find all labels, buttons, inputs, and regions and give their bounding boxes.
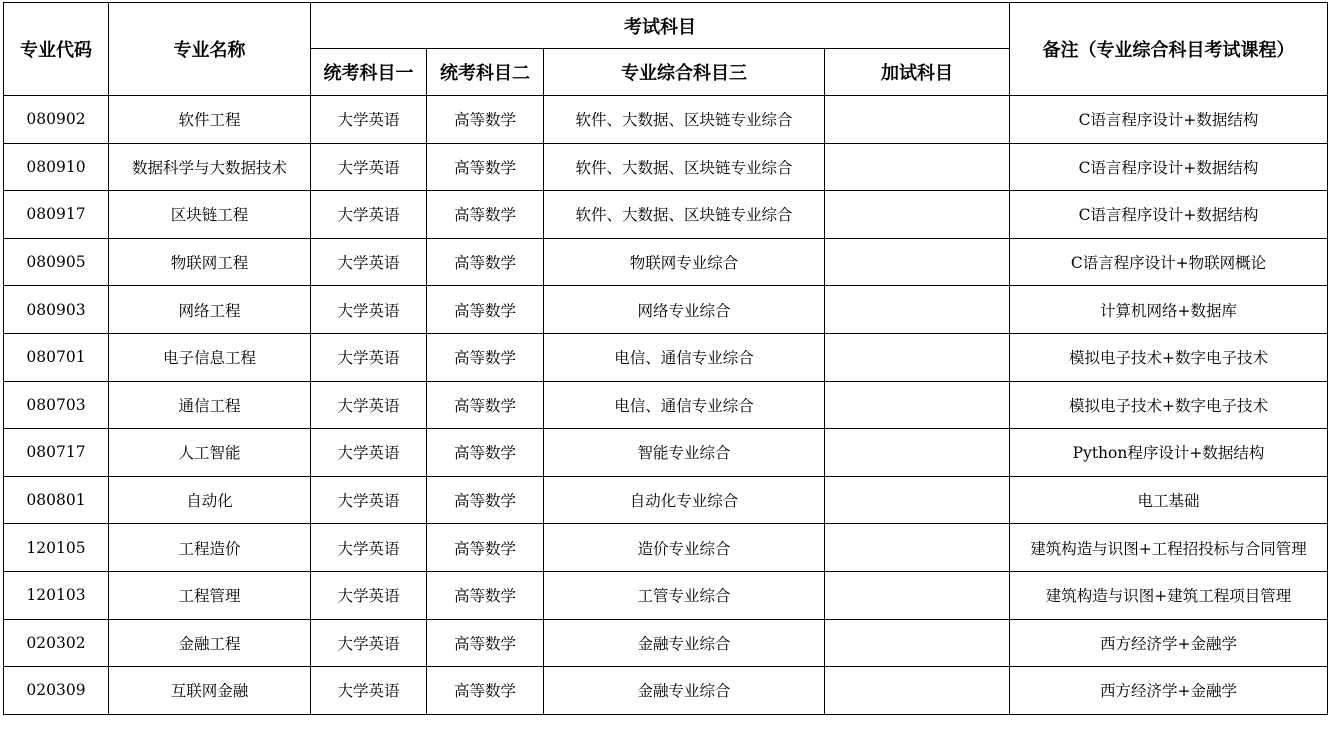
cell-subject-three: 电信、通信专业综合 <box>544 333 825 381</box>
cell-subject-one: 大学英语 <box>311 429 427 477</box>
cell-remark: C语言程序设计+数据结构 <box>1010 143 1328 191</box>
cell-subject-three: 智能专业综合 <box>544 429 825 477</box>
cell-subject-three: 造价专业综合 <box>544 524 825 572</box>
cell-subject-one: 大学英语 <box>311 476 427 524</box>
cell-extra-subject <box>825 667 1010 715</box>
cell-subject-one: 大学英语 <box>311 286 427 334</box>
cell-subject-two: 高等数学 <box>427 333 544 381</box>
cell-subject-one: 大学英语 <box>311 381 427 429</box>
header-extra-subject: 加试科目 <box>825 49 1010 96</box>
cell-extra-subject <box>825 571 1010 619</box>
cell-remark: 计算机网络+数据库 <box>1010 286 1328 334</box>
cell-subject-one: 大学英语 <box>311 524 427 572</box>
cell-major-name: 通信工程 <box>109 381 311 429</box>
header-remark: 备注（专业综合科目考试课程） <box>1010 3 1328 96</box>
cell-subject-three: 软件、大数据、区块链专业综合 <box>544 96 825 144</box>
exam-subjects-table <box>3 2 1328 715</box>
cell-remark: 模拟电子技术+数字电子技术 <box>1010 333 1328 381</box>
cell-subject-three: 网络专业综合 <box>544 286 825 334</box>
cell-major-name: 工程造价 <box>109 524 311 572</box>
cell-extra-subject <box>825 333 1010 381</box>
cell-extra-subject <box>825 143 1010 191</box>
cell-major-name: 工程管理 <box>109 571 311 619</box>
cell-major-code: 080701 <box>4 333 109 381</box>
table-row <box>4 619 1328 667</box>
cell-major-code: 080801 <box>4 476 109 524</box>
header-subject-one: 统考科目一 <box>311 49 427 96</box>
cell-remark: C语言程序设计+数据结构 <box>1010 96 1328 144</box>
cell-subject-two: 高等数学 <box>427 619 544 667</box>
exam-subjects-table-wrapper <box>3 2 1328 715</box>
header-major-name: 专业名称 <box>109 3 311 96</box>
cell-major-name: 自动化 <box>109 476 311 524</box>
table-row <box>4 476 1328 524</box>
cell-subject-one: 大学英语 <box>311 619 427 667</box>
cell-subject-three: 软件、大数据、区块链专业综合 <box>544 191 825 239</box>
cell-subject-two: 高等数学 <box>427 429 544 477</box>
cell-subject-three: 物联网专业综合 <box>544 238 825 286</box>
cell-subject-three: 金融专业综合 <box>544 619 825 667</box>
cell-extra-subject <box>825 96 1010 144</box>
table-row <box>4 238 1328 286</box>
table-row <box>4 96 1328 144</box>
cell-subject-two: 高等数学 <box>427 667 544 715</box>
table-header <box>4 3 1328 96</box>
cell-subject-two: 高等数学 <box>427 571 544 619</box>
cell-major-name: 电子信息工程 <box>109 333 311 381</box>
cell-major-code: 080910 <box>4 143 109 191</box>
cell-subject-three: 金融专业综合 <box>544 667 825 715</box>
cell-remark: 建筑构造与识图+工程招投标与合同管理 <box>1010 524 1328 572</box>
cell-subject-two: 高等数学 <box>427 96 544 144</box>
cell-major-name: 区块链工程 <box>109 191 311 239</box>
cell-subject-one: 大学英语 <box>311 191 427 239</box>
cell-major-code: 080717 <box>4 429 109 477</box>
table-row <box>4 524 1328 572</box>
cell-subject-two: 高等数学 <box>427 143 544 191</box>
cell-major-code: 080917 <box>4 191 109 239</box>
cell-subject-one: 大学英语 <box>311 96 427 144</box>
cell-subject-one: 大学英语 <box>311 571 427 619</box>
cell-major-code: 120105 <box>4 524 109 572</box>
cell-major-code: 080902 <box>4 96 109 144</box>
table-row <box>4 429 1328 477</box>
cell-major-code: 080905 <box>4 238 109 286</box>
header-major-code: 专业代码 <box>4 3 109 96</box>
cell-remark: 模拟电子技术+数字电子技术 <box>1010 381 1328 429</box>
table-body <box>4 96 1328 715</box>
cell-subject-two: 高等数学 <box>427 476 544 524</box>
cell-extra-subject <box>825 381 1010 429</box>
table-row <box>4 333 1328 381</box>
table-row <box>4 191 1328 239</box>
cell-extra-subject <box>825 524 1010 572</box>
cell-subject-one: 大学英语 <box>311 238 427 286</box>
cell-subject-three: 电信、通信专业综合 <box>544 381 825 429</box>
cell-extra-subject <box>825 429 1010 477</box>
table-row <box>4 381 1328 429</box>
cell-extra-subject <box>825 238 1010 286</box>
cell-major-code: 120103 <box>4 571 109 619</box>
cell-major-name: 互联网金融 <box>109 667 311 715</box>
cell-subject-two: 高等数学 <box>427 238 544 286</box>
table-row <box>4 143 1328 191</box>
cell-major-code: 080903 <box>4 286 109 334</box>
cell-remark: 西方经济学+金融学 <box>1010 619 1328 667</box>
cell-subject-one: 大学英语 <box>311 333 427 381</box>
header-subject-three: 专业综合科目三 <box>544 49 825 96</box>
cell-subject-three: 自动化专业综合 <box>544 476 825 524</box>
cell-remark: 电工基础 <box>1010 476 1328 524</box>
cell-remark: 建筑构造与识图+建筑工程项目管理 <box>1010 571 1328 619</box>
cell-remark: 西方经济学+金融学 <box>1010 667 1328 715</box>
cell-subject-two: 高等数学 <box>427 191 544 239</box>
cell-major-code: 020302 <box>4 619 109 667</box>
cell-remark: C语言程序设计+物联网概论 <box>1010 238 1328 286</box>
header-exam-subjects: 考试科目 <box>311 3 1010 49</box>
cell-subject-two: 高等数学 <box>427 381 544 429</box>
cell-subject-two: 高等数学 <box>427 524 544 572</box>
cell-major-code: 080703 <box>4 381 109 429</box>
cell-remark: C语言程序设计+数据结构 <box>1010 191 1328 239</box>
cell-major-name: 软件工程 <box>109 96 311 144</box>
cell-subject-one: 大学英语 <box>311 667 427 715</box>
cell-subject-one: 大学英语 <box>311 143 427 191</box>
cell-extra-subject <box>825 476 1010 524</box>
cell-major-name: 人工智能 <box>109 429 311 477</box>
header-subject-two: 统考科目二 <box>427 49 544 96</box>
cell-subject-three: 工管专业综合 <box>544 571 825 619</box>
cell-major-name: 物联网工程 <box>109 238 311 286</box>
cell-major-name: 金融工程 <box>109 619 311 667</box>
cell-major-name: 网络工程 <box>109 286 311 334</box>
cell-extra-subject <box>825 619 1010 667</box>
cell-subject-two: 高等数学 <box>427 286 544 334</box>
cell-remark: Python程序设计+数据结构 <box>1010 429 1328 477</box>
cell-subject-three: 软件、大数据、区块链专业综合 <box>544 143 825 191</box>
cell-extra-subject <box>825 191 1010 239</box>
table-row <box>4 667 1328 715</box>
cell-extra-subject <box>825 286 1010 334</box>
table-row <box>4 286 1328 334</box>
table-row <box>4 571 1328 619</box>
cell-major-name: 数据科学与大数据技术 <box>109 143 311 191</box>
cell-major-code: 020309 <box>4 667 109 715</box>
